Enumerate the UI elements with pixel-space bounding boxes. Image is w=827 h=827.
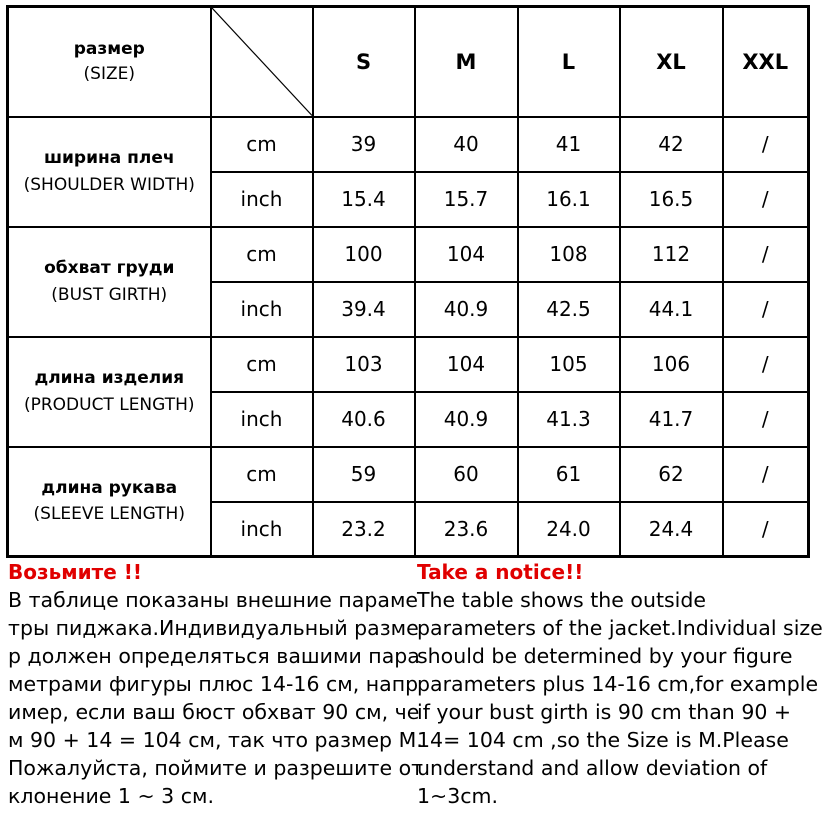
notice-line: Пожалуйста, поймите и разрешите от [8, 756, 424, 780]
value-cell-m: 40.9 [415, 392, 518, 447]
size-header-xl: XL [620, 7, 723, 117]
measurement-label-cell [8, 447, 211, 557]
measurement-label-en: (PRODUCT LENGTH) [23, 394, 195, 415]
value-cell-xxl: / [723, 282, 809, 337]
table-row [8, 337, 809, 392]
measurement-label-ru: обхват груди [44, 258, 175, 279]
measurement-label-en: (SHOULDER WIDTH) [23, 174, 195, 195]
size-header-l: L [518, 7, 620, 117]
unit-cell: cm [211, 447, 313, 502]
value-cell-xl: 44.1 [620, 282, 723, 337]
notice-line: р должен определяться вашими пара [8, 644, 420, 668]
value-cell-xxl: / [723, 172, 809, 227]
notice-line: 14= 104 cm ,so the Size is M.Please [417, 728, 789, 752]
table-row [8, 227, 809, 282]
value-cell-xxl: / [723, 447, 809, 502]
value-cell-xl: 62 [620, 447, 723, 502]
notice-line: метрами фигуры плюс 14-16 см, напр [8, 672, 419, 696]
unit-cell: cm [211, 227, 313, 282]
size-corner-cell [8, 7, 211, 117]
value-cell-l: 41 [518, 117, 620, 172]
notice-english [417, 558, 823, 810]
value-cell-l: 108 [518, 227, 620, 282]
notice-title-ru: Возьмите !! [8, 560, 142, 584]
value-cell-m: 40 [415, 117, 518, 172]
value-cell-xxl: / [723, 117, 809, 172]
value-cell-s: 40.6 [313, 392, 415, 447]
value-cell-s: 100 [313, 227, 415, 282]
measurement-label-ru: ширина плеч [43, 148, 175, 169]
notice-line: тры пиджака.Индивидуальный разме [8, 616, 419, 640]
table-row [8, 447, 809, 502]
value-cell-xl: 112 [620, 227, 723, 282]
unit-cell: inch [211, 392, 313, 447]
unit-cell: inch [211, 282, 313, 337]
value-cell-m: 40.9 [415, 282, 518, 337]
measurement-label-cell [8, 337, 211, 447]
value-cell-xl: 16.5 [620, 172, 723, 227]
size-label-ru: размер [73, 39, 145, 60]
notice-line: understand and allow deviation of [417, 756, 768, 780]
size-header-s: S [313, 7, 415, 117]
value-cell-s: 39.4 [313, 282, 415, 337]
notice-line: if your bust girth is 90 cm than 90 + [417, 700, 792, 724]
value-cell-m: 104 [415, 227, 518, 282]
measurement-label-ru: длина изделия [34, 368, 185, 389]
diagonal-line [212, 8, 312, 116]
measurement-label-cell [8, 117, 211, 227]
value-cell-l: 42.5 [518, 282, 620, 337]
value-cell-l: 24.0 [518, 502, 620, 557]
notice-line: клонение 1 ~ 3 см. [8, 784, 214, 808]
unit-cell: cm [211, 337, 313, 392]
value-cell-xxl: / [723, 502, 809, 557]
size-header-xxl: XXL [723, 7, 809, 117]
unit-cell: cm [211, 117, 313, 172]
value-cell-xl: 106 [620, 337, 723, 392]
unit-cell: inch [211, 502, 313, 557]
value-cell-xxl: / [723, 337, 809, 392]
table-header-row [8, 7, 809, 117]
value-cell-l: 105 [518, 337, 620, 392]
notice-line: м 90 + 14 = 104 см, так что размер M. [8, 728, 423, 752]
size-chart-table [6, 5, 810, 558]
measurement-label-en: (SLEEVE LENGTH) [33, 504, 185, 525]
measurement-label-en: (BUST GIRTH) [51, 284, 168, 305]
notice-line: should be determined by your figure [417, 644, 793, 668]
table-row [8, 117, 809, 172]
value-cell-xl: 24.4 [620, 502, 723, 557]
unit-cell: inch [211, 172, 313, 227]
value-cell-m: 23.6 [415, 502, 518, 557]
measurement-label-ru: длина рукава [41, 477, 178, 498]
value-cell-s: 15.4 [313, 172, 415, 227]
notice-russian [8, 558, 424, 810]
notice-line: The table shows the outside [417, 588, 706, 612]
value-cell-xl: 42 [620, 117, 723, 172]
value-cell-xl: 41.7 [620, 392, 723, 447]
notice-line: parameters of the jacket.Individual size [417, 616, 823, 640]
value-cell-m: 15.7 [415, 172, 518, 227]
size-header-m: M [415, 7, 518, 117]
notice-line: имер, если ваш бюст обхват 90 см, че [8, 700, 420, 724]
notice-line: В таблице показаны внешние параме [8, 588, 419, 612]
size-label-en: (SIZE) [83, 63, 135, 84]
notice-line: 1~3cm. [417, 784, 499, 808]
value-cell-s: 103 [313, 337, 415, 392]
notice-title-en: Take a notice!! [417, 560, 584, 584]
value-cell-l: 61 [518, 447, 620, 502]
value-cell-xxl: / [723, 227, 809, 282]
value-cell-s: 59 [313, 447, 415, 502]
measurement-label-cell [8, 227, 211, 337]
value-cell-l: 16.1 [518, 172, 620, 227]
notice-line: parameters plus 14-16 cm,for example [417, 672, 819, 696]
diagonal-cell [211, 7, 313, 117]
value-cell-l: 41.3 [518, 392, 620, 447]
value-cell-s: 23.2 [313, 502, 415, 557]
value-cell-xxl: / [723, 392, 809, 447]
value-cell-m: 104 [415, 337, 518, 392]
value-cell-s: 39 [313, 117, 415, 172]
value-cell-m: 60 [415, 447, 518, 502]
